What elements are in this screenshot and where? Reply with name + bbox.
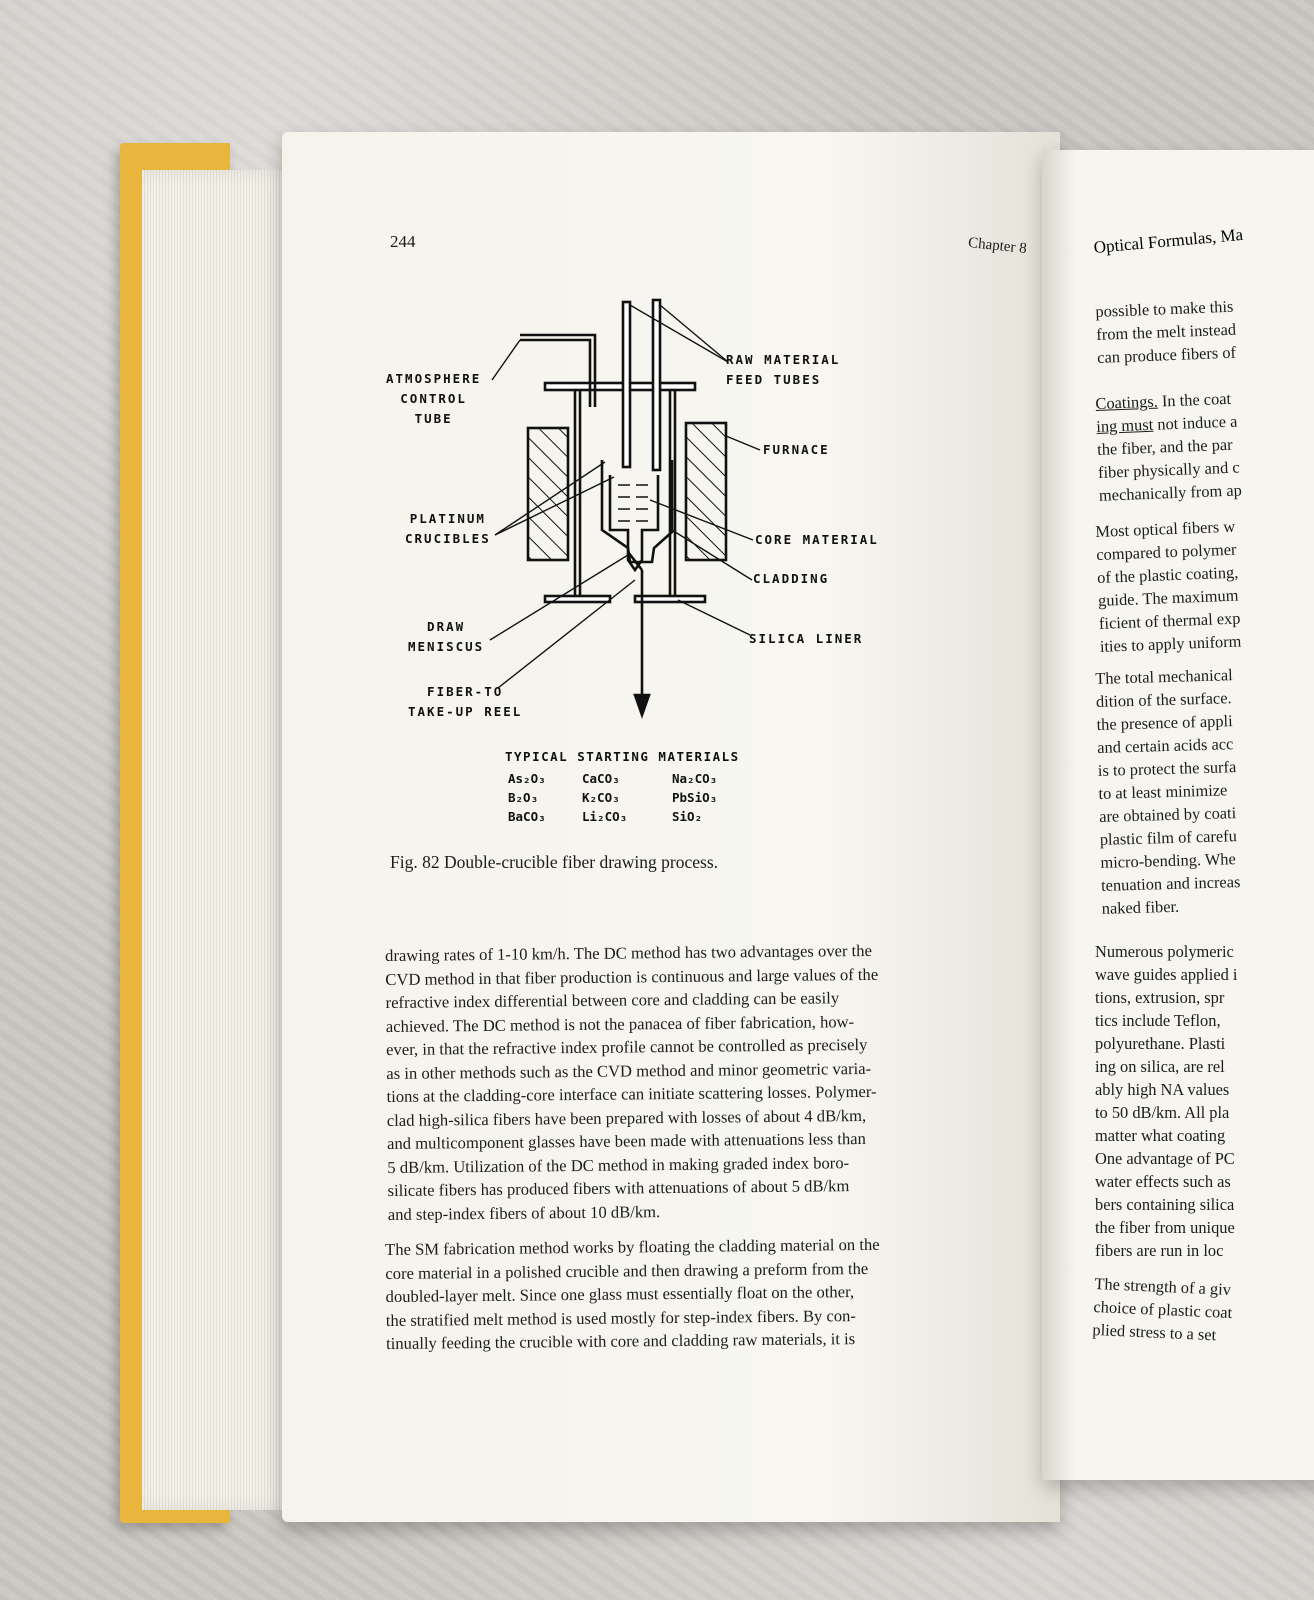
right-block-6: The strength of a giv choice of plastic coat plied stress to a set <box>1092 1273 1233 1345</box>
materials-column-1: As₂O₃ B₂O₃ BaCO₃ <box>508 771 546 824</box>
right-block-5: Numerous polymeric wave guides applied i tions, extrusion, spr tics include Teflon, polyurethane. Plasti ing on silica, are rel ably high NA values to 50 dB/km. All pla matter what coating One advantage of PC water effects such as bers containing silica the fiber from unique fibers are run in loc <box>1095 942 1238 1260</box>
paragraph-dc-method: drawing rates of 1-10 km/h. The DC method has two advantages over the CVD method in that fiber production is continuous and large values of the refractive index differential between core and cladding can be easily achieved. The DC method is not the panacea of fiber fabrication, how- ever, in that the refractive index profile cannot be controlled as precisely as in other methods such as the CVD method and minor geometric varia- tions at the cladding-core interface can initiate scattering losses. Polymer- clad high-silica fibers have been prepared with losses of about 4 dB/km, and multicomponent glasses have been made with attenuations less than 5 dB/km. Utilization of the DC method in making graded index boro- silicate fibers has produced fibers with attenuations of about 5 dB/km and step-index fibers of about 10 dB/km. <box>385 940 879 1224</box>
label-draw-meniscus: DRAW MENISCUS <box>408 619 485 654</box>
page-number: 244 <box>390 232 416 251</box>
right-block-coatings: Coatings. In the coat ing must not induce a the fiber, and the par fiber physically and c mechanically from ap <box>1095 388 1243 505</box>
label-silica-liner: SILICA LINER <box>749 631 864 646</box>
page-edges <box>142 170 292 1510</box>
running-head: Chapter 8 <box>967 234 1028 258</box>
label-platinum: PLATINUM CRUCIBLES <box>405 511 491 546</box>
materials-title: TYPICAL STARTING MATERIALS <box>505 749 740 764</box>
paragraph-sm-method: The SM fabrication method works by floating the cladding material on the core material in a polished crucible and then drawing a preform from the doubled-layer melt. Since one glass must essentially float on the other, the stratified melt method is used mostly for step-index fibers. By con- tinually feeding the crucible with core and cladding raw materials, it is <box>385 1234 880 1353</box>
right-block-4: The total mechanical dition of the surface. the presence of appli and certain acids acc is to protect the surfa to at least minimize are obtained by coati plastic film of carefu micro-bending. Whe tenuation and increas naked fiber. <box>1095 665 1241 918</box>
label-furnace: FURNACE <box>763 442 830 457</box>
label-raw-feed: RAW MATERIAL FEED TUBES <box>726 352 841 387</box>
label-fiber-reel: FIBER-TO TAKE-UP REEL <box>408 684 523 719</box>
label-cladding: CLADDING <box>753 571 830 586</box>
label-atmosphere: ATMOSPHERE CONTROL TUBE <box>386 371 482 426</box>
label-core-material: CORE MATERIAL <box>755 532 879 547</box>
core-dashes <box>618 485 648 521</box>
materials-column-2: CaCO₃ K₂CO₃ Li₂CO₃ <box>582 771 628 824</box>
coatings-heading: Coatings. <box>1095 391 1159 413</box>
right-block-1: possible to make this from the melt instead can produce fibers of <box>1095 296 1237 367</box>
materials-column-3: Na₂CO₃ PbSiO₃ SiO₂ <box>672 771 718 824</box>
right-running-head: Optical Formulas, Ma <box>1093 224 1244 257</box>
figure-caption: Fig. 82 Double-crucible fiber drawing process. <box>390 852 719 872</box>
right-block-3: Most optical fibers w compared to polymer of the plastic coating, guide. The maximum ficient of thermal exp ities to apply uniform <box>1095 516 1242 656</box>
